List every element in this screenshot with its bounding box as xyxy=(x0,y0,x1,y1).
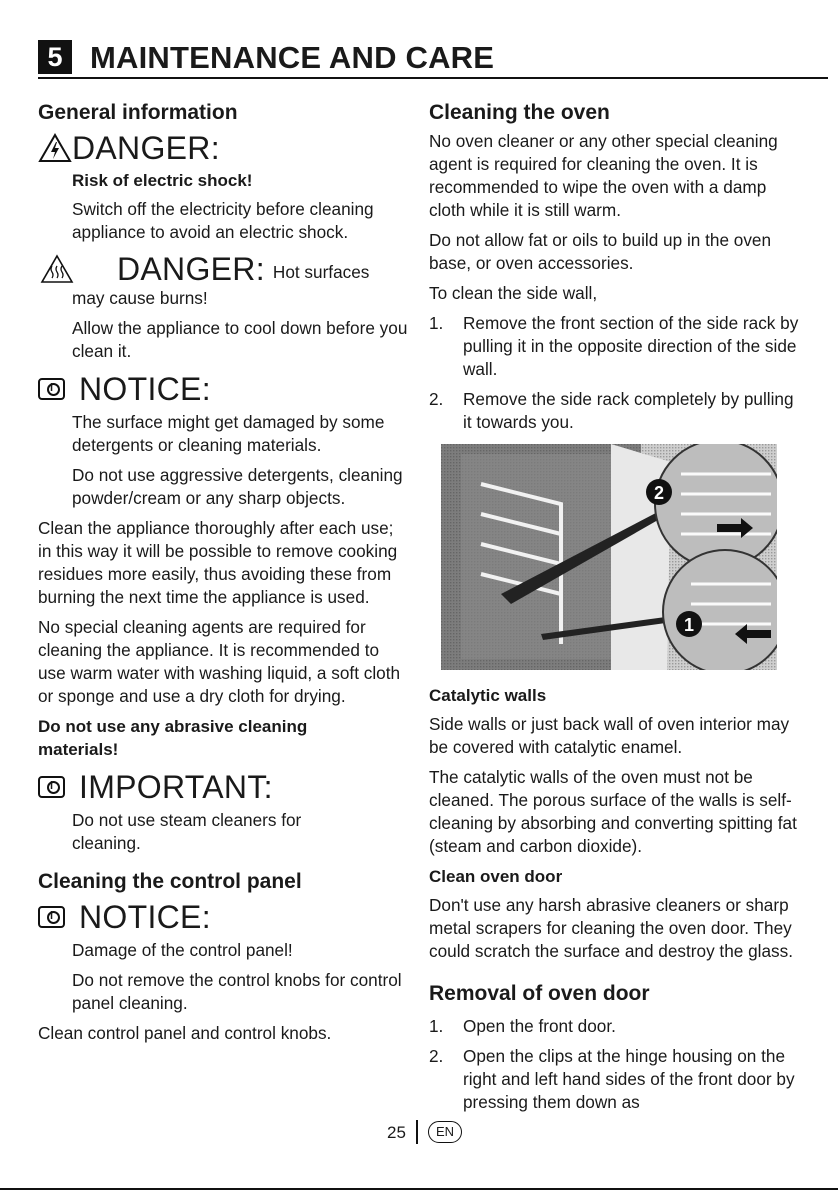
notice-label: NOTICE: xyxy=(79,899,211,935)
abrasive-warning: Do not use any abrasive cleaning materials! xyxy=(38,717,308,759)
catalytic-heading: Catalytic walls xyxy=(429,686,547,705)
danger-cont-text: may cause burns! xyxy=(72,288,208,308)
language-badge: EN xyxy=(428,1121,462,1143)
danger-inline-text: Hot surfaces xyxy=(272,261,370,282)
danger-hot-row xyxy=(38,251,408,287)
removal-steps xyxy=(429,1015,799,1114)
paragraph: No special cleaning agents are required for cleaning the appliance. It is recommended to use warm water with washing liquid, a soft cloth or sponge and use a dry cloth for drying. xyxy=(38,617,401,706)
paragraph: Clean the appliance thoroughly after each use; in this way it will be possible to remove cooking residues more easily, thus avoiding these from burning the next time the appliance is used. xyxy=(38,518,398,607)
important-label: IMPORTANT: xyxy=(79,769,273,805)
paragraph: Side walls or just back wall of oven interior may be covered with catalytic enamel. xyxy=(429,714,790,757)
paragraph: Clean control panel and control knobs. xyxy=(38,1023,332,1043)
danger-electric-row xyxy=(38,130,408,166)
danger-text: Allow the appliance to cool down before you clean it. xyxy=(72,318,408,361)
page-separator xyxy=(416,1120,418,1144)
paragraph: Do not allow fat or oils to build up in the oven base, or oven accessories. xyxy=(429,230,772,273)
cleaning-oven-heading: Cleaning the oven xyxy=(429,101,610,124)
footer-rule xyxy=(0,1188,838,1190)
list-item: 2. Remove the side rack completely by pulling it towards you. xyxy=(429,389,794,432)
photo-badge-2: 2 xyxy=(653,483,665,503)
section-header xyxy=(38,38,828,78)
electric-warning-icon xyxy=(38,133,72,163)
danger-label: DANGER: xyxy=(72,130,220,166)
section-title: MAINTENANCE AND CARE xyxy=(90,40,495,75)
notice-text: Damage of the control panel! xyxy=(72,940,293,960)
important-row xyxy=(38,769,408,805)
header-rule xyxy=(38,77,828,79)
notice-text: The surface might get damaged by some detergents or cleaning materials. xyxy=(72,412,385,455)
paragraph: No oven cleaner or any other special cleaning agent is required for cleaning the oven. It is recommended to wipe the oven with a damp cloth while it is still warm. xyxy=(429,131,778,220)
danger-label: DANGER: xyxy=(117,251,265,287)
danger-text: Switch off the electricity before cleaning appliance to avoid an electric shock. xyxy=(72,199,374,242)
notice-label: NOTICE: xyxy=(79,371,211,407)
list-item: 2. Open the clips at the hinge housing on the right and left hand sides of the front door by pressing them down as xyxy=(429,1046,795,1112)
right-column xyxy=(429,100,799,1121)
danger-subtitle: Risk of electric shock! xyxy=(72,171,253,190)
section-number-badge: 5 xyxy=(38,40,72,74)
hot-surface-icon xyxy=(40,254,74,284)
general-info-heading: General information xyxy=(38,101,238,124)
info-icon: i xyxy=(38,378,65,400)
notice-row xyxy=(38,899,408,935)
control-panel-heading: Cleaning the control panel xyxy=(38,870,302,893)
paragraph: To clean the side wall, xyxy=(429,283,598,303)
important-text: Do not use steam cleaners for cleaning. xyxy=(72,810,302,853)
list-item: 1. Open the front door. xyxy=(429,1016,616,1036)
photo-badge-1: 1 xyxy=(683,615,695,635)
info-icon: i xyxy=(38,776,65,798)
page-number: 25 xyxy=(387,1123,406,1142)
paragraph: Don't use any harsh abrasive cleaners or sharp metal scrapers for cleaning the oven door. They could scratch the surface and destroy the glass. xyxy=(429,895,794,961)
info-icon: i xyxy=(38,906,65,928)
paragraph: The catalytic walls of the oven must not be cleaned. The porous surface of the walls is self-cleaning by absorbing and converting spitting fat (steam and carbon dioxide). xyxy=(429,767,797,856)
list-item: 1. Remove the front section of the side rack by pulling it in the opposite direction of the side wall. xyxy=(429,313,799,379)
notice-text: Do not remove the control knobs for control panel cleaning. xyxy=(72,970,402,1013)
notice-text: Do not use aggressive detergents, cleaning powder/cream or any sharp objects. xyxy=(72,465,403,508)
removal-heading: Removal of oven door xyxy=(429,982,650,1005)
left-column xyxy=(38,100,408,1052)
notice-row xyxy=(38,371,408,407)
side-rack-photo xyxy=(441,444,777,670)
side-wall-steps xyxy=(429,312,799,434)
clean-door-heading: Clean oven door xyxy=(429,867,563,886)
